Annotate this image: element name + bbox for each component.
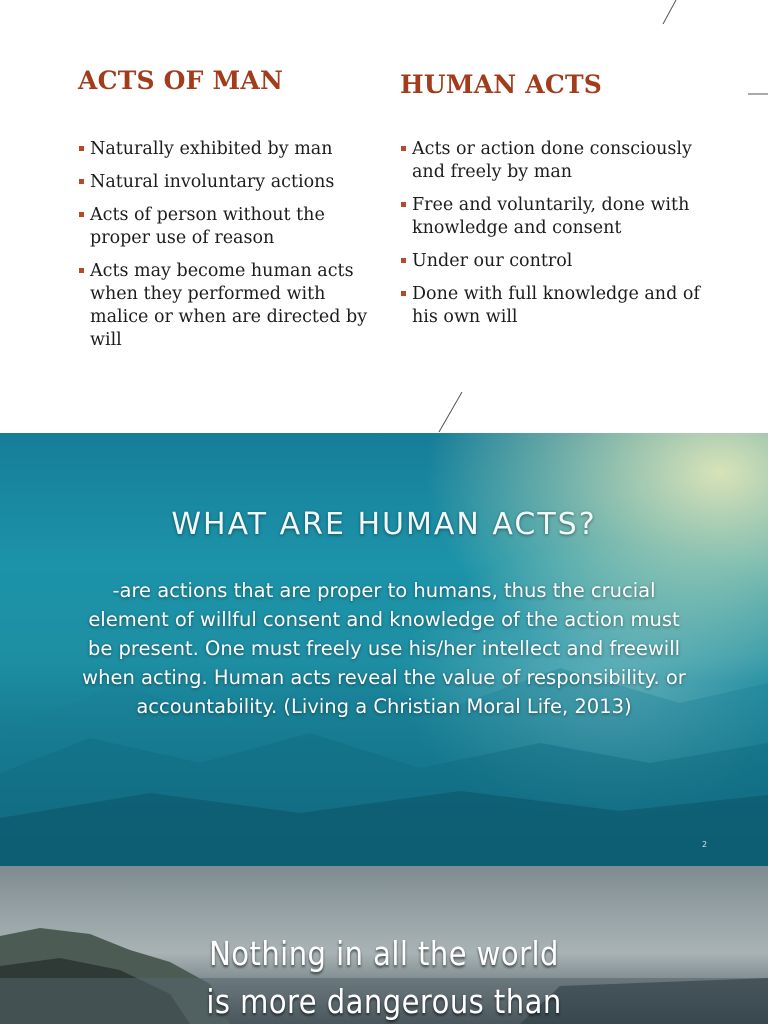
decorative-line-bottom <box>436 392 466 433</box>
decorative-line-top-right <box>660 0 680 26</box>
square-bullet-icon <box>401 291 406 296</box>
list-item: Naturally exhibited by man <box>78 138 378 161</box>
square-bullet-icon <box>401 202 406 207</box>
list-item: Acts may become human acts when they performed with malice or when are directed by will <box>78 260 378 352</box>
definition-text: -are actions that are proper to humans, thus the crucial element of willful consent and knowledge of the action must be present. One must freely use his/her intellect and freewill when acting. Human acts reveal the value of responsibility. or accountability. (Living a Christian Moral Life, 2013) <box>82 579 686 718</box>
list-item: Acts or action done consciously and freely by man <box>400 138 700 184</box>
acts-of-man-heading: ACTS OF MAN <box>78 66 284 95</box>
square-bullet-icon <box>401 258 406 263</box>
quote-text <box>46 930 722 1024</box>
acts-of-man-list <box>78 138 378 362</box>
square-bullet-icon <box>79 179 84 184</box>
list-item: Free and voluntarily, done with knowledge and consent <box>400 194 700 240</box>
decorative-line-right <box>748 92 768 96</box>
slide-title: WHAT ARE HUMAN ACTS? <box>171 507 597 542</box>
quote-line: Nothing in all the world <box>209 934 559 973</box>
square-bullet-icon <box>401 146 406 151</box>
page-number: 2 <box>702 840 708 849</box>
list-item: Under our control <box>400 250 700 273</box>
human-acts-heading: HUMAN ACTS <box>400 70 602 99</box>
list-item: Acts of person without the proper use of reason <box>78 204 378 250</box>
human-acts-list <box>400 138 700 339</box>
slide-quote <box>0 866 768 1024</box>
square-bullet-icon <box>79 146 84 151</box>
square-bullet-icon <box>79 212 84 217</box>
slide-acts-comparison <box>0 0 768 433</box>
quote-line: is more dangerous than <box>206 982 562 1021</box>
slide-what-are-human-acts <box>0 433 768 866</box>
list-item: Natural involuntary actions <box>78 171 378 194</box>
list-item: Done with full knowledge and of his own will <box>400 283 700 329</box>
square-bullet-icon <box>79 268 84 273</box>
